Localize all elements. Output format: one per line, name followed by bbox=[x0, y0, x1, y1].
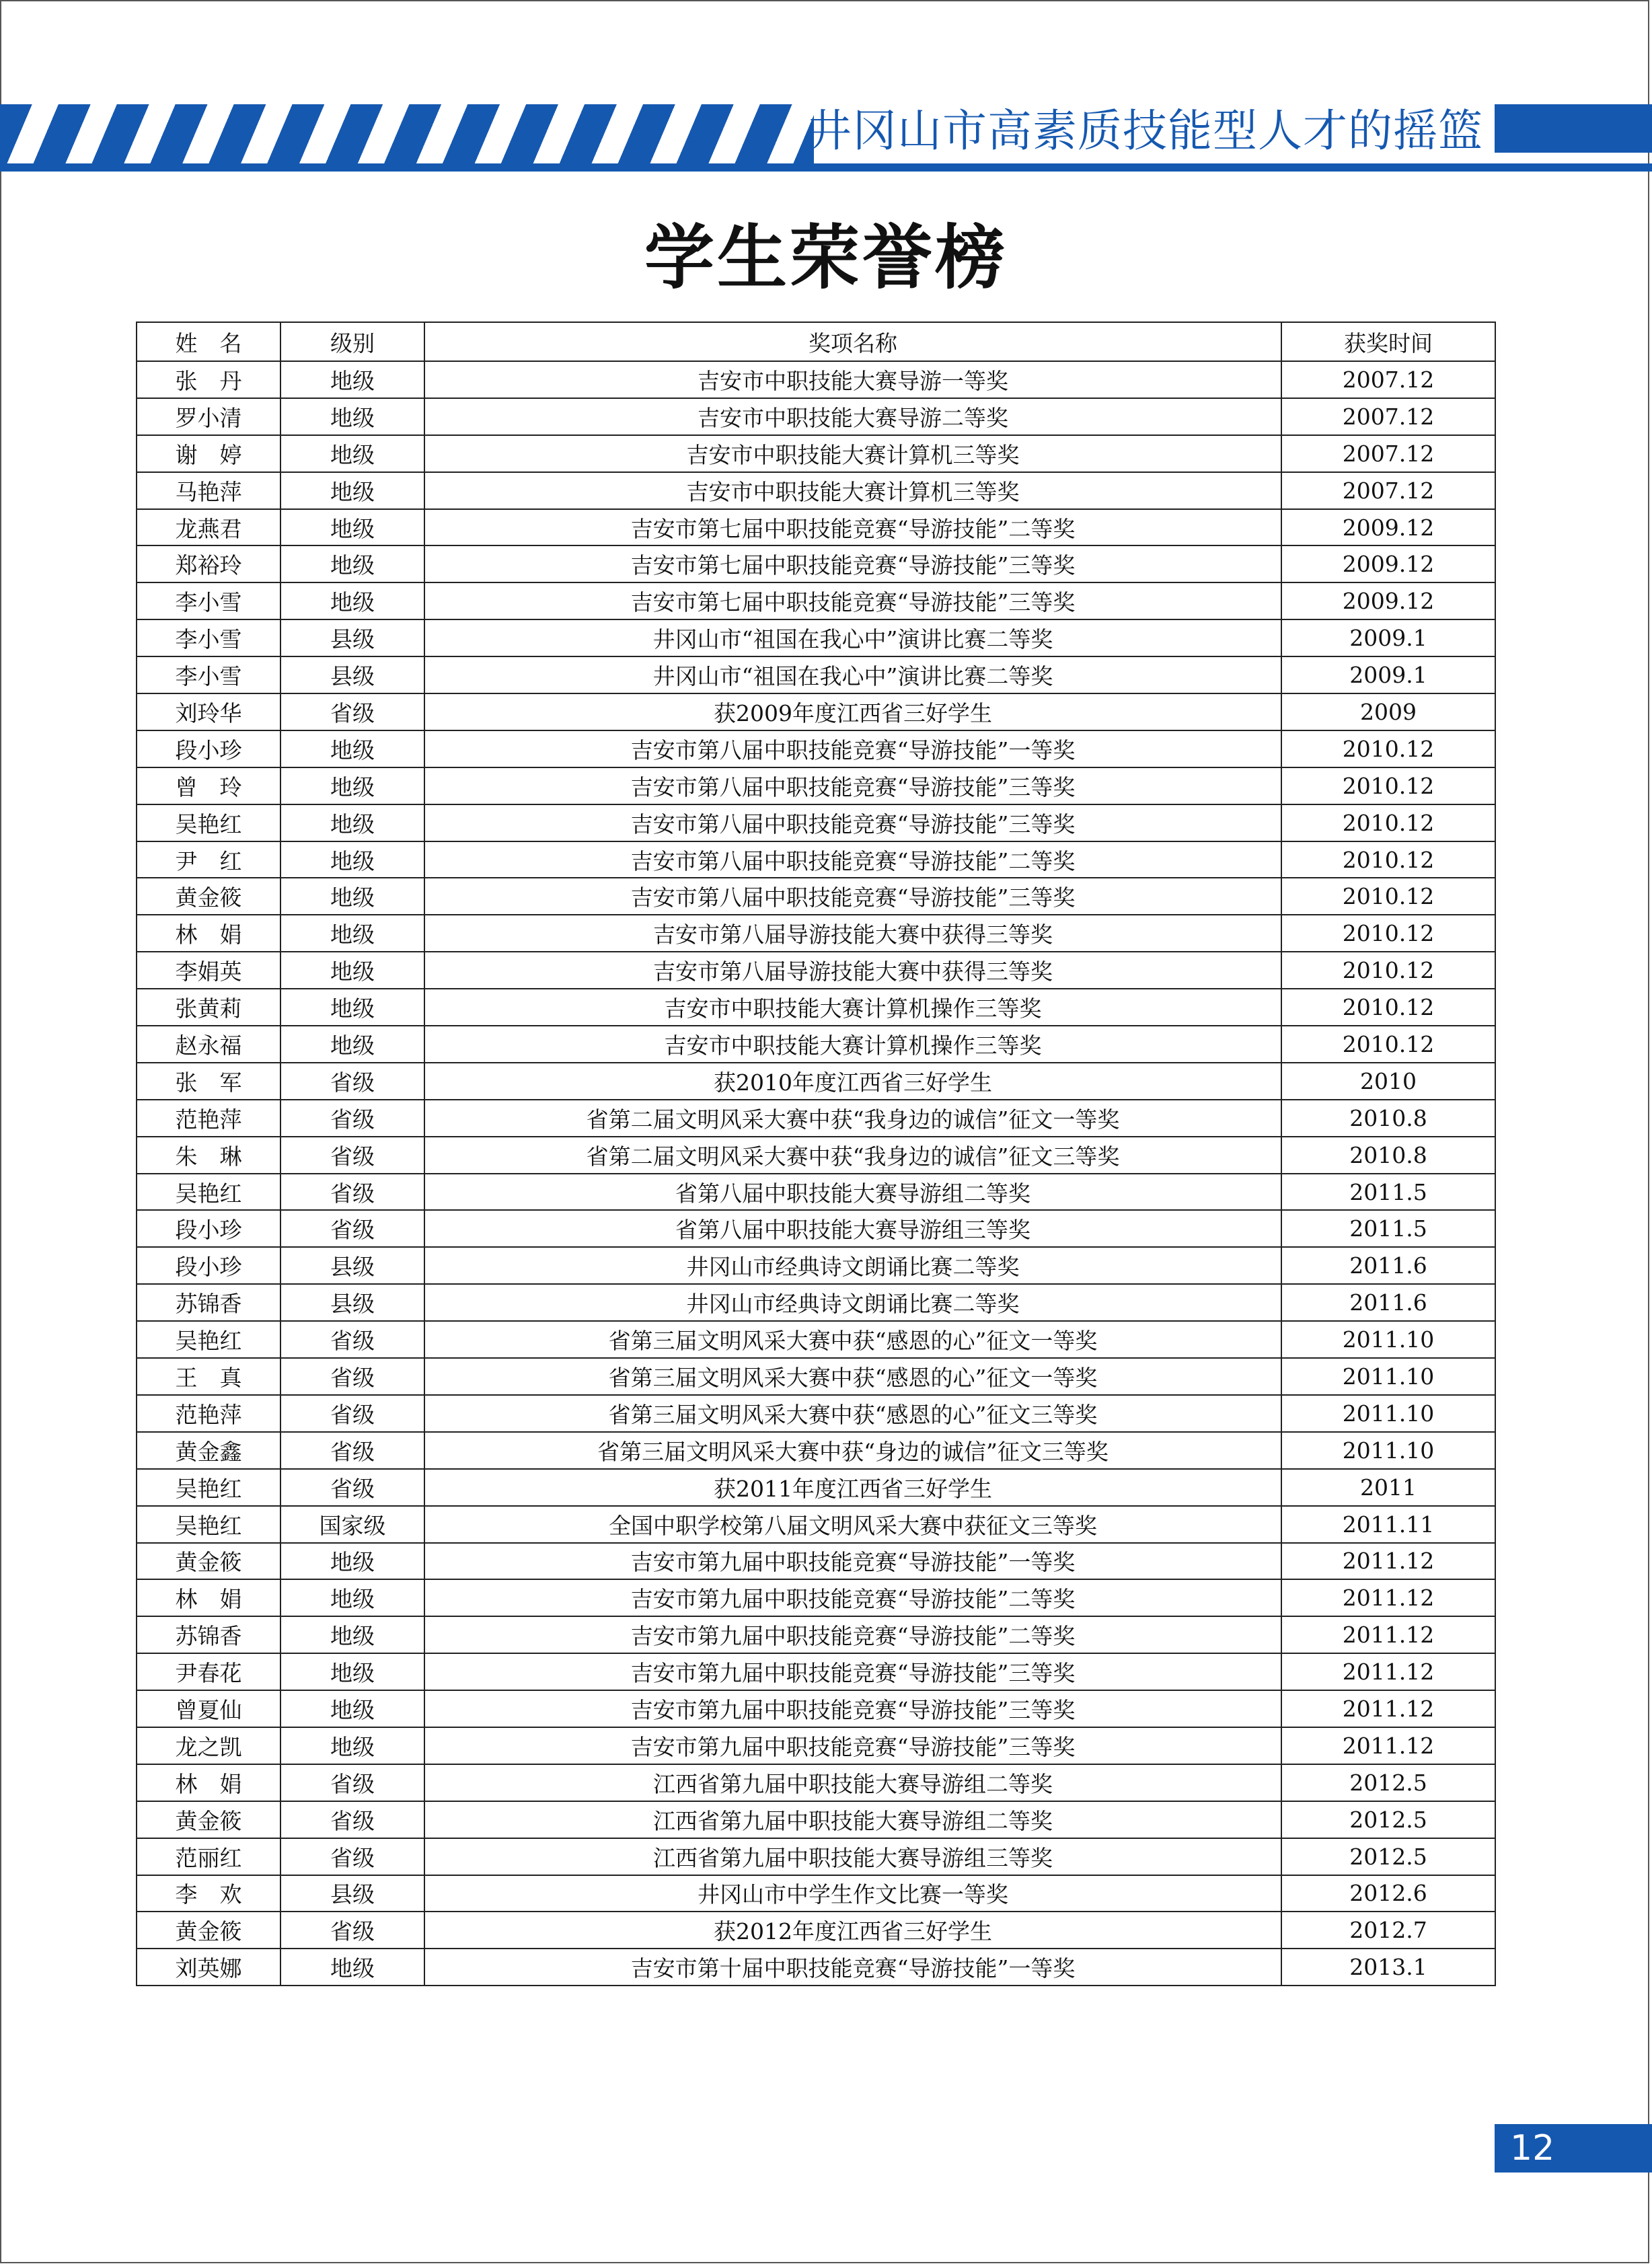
cell-name: 范丽红 bbox=[137, 1838, 280, 1875]
cell-level: 地级 bbox=[280, 841, 424, 878]
cell-award: 吉安市第七届中职技能竞赛“导游技能”三等奖 bbox=[424, 545, 1281, 582]
table-row bbox=[137, 1284, 1495, 1321]
header-rule bbox=[0, 163, 1652, 172]
cell-name: 范艳萍 bbox=[137, 1100, 280, 1137]
cell-name: 黄金筱 bbox=[137, 1912, 280, 1949]
table-row bbox=[137, 1358, 1495, 1395]
cell-name: 段小珍 bbox=[137, 1210, 280, 1247]
cell-date: 2011.12 bbox=[1281, 1543, 1495, 1580]
cell-award: 获2009年度江西省三好学生 bbox=[424, 693, 1281, 730]
cell-name: 林 娟 bbox=[137, 1764, 280, 1801]
cell-level: 省级 bbox=[280, 1210, 424, 1247]
cell-level: 地级 bbox=[280, 952, 424, 989]
cell-level: 地级 bbox=[280, 361, 424, 398]
cell-date: 2011.12 bbox=[1281, 1579, 1495, 1616]
cell-award: 省第二届文明风采大赛中获“我身边的诚信”征文三等奖 bbox=[424, 1137, 1281, 1174]
table-row bbox=[137, 1395, 1495, 1432]
cell-award: 获2010年度江西省三好学生 bbox=[424, 1063, 1281, 1100]
cell-date: 2011.10 bbox=[1281, 1358, 1495, 1395]
cell-award: 井冈山市“祖国在我心中”演讲比赛二等奖 bbox=[424, 619, 1281, 656]
table-row bbox=[137, 1247, 1495, 1284]
cell-level: 地级 bbox=[280, 1949, 424, 1986]
cell-award: 吉安市第九届中职技能竞赛“导游技能”二等奖 bbox=[424, 1616, 1281, 1653]
cell-date: 2013.1 bbox=[1281, 1949, 1495, 1986]
table-row bbox=[137, 1727, 1495, 1764]
cell-date: 2011.10 bbox=[1281, 1321, 1495, 1358]
cell-award: 吉安市中职技能大赛导游一等奖 bbox=[424, 361, 1281, 398]
cell-name: 吴艳红 bbox=[137, 804, 280, 841]
table-row bbox=[137, 435, 1495, 472]
cell-level: 地级 bbox=[280, 1579, 424, 1616]
cell-name: 曾夏仙 bbox=[137, 1690, 280, 1727]
cell-level: 县级 bbox=[280, 1284, 424, 1321]
cell-level: 地级 bbox=[280, 582, 424, 619]
cell-level: 地级 bbox=[280, 804, 424, 841]
cell-name: 龙燕君 bbox=[137, 509, 280, 546]
cell-level: 省级 bbox=[280, 1137, 424, 1174]
table-row bbox=[137, 878, 1495, 915]
cell-name: 张 军 bbox=[137, 1063, 280, 1100]
table-row bbox=[137, 1690, 1495, 1727]
cell-award: 吉安市第八届中职技能竞赛“导游技能”一等奖 bbox=[424, 730, 1281, 767]
cell-level: 地级 bbox=[280, 1690, 424, 1727]
cell-date: 2009.1 bbox=[1281, 656, 1495, 693]
table-row bbox=[137, 1764, 1495, 1801]
cell-level: 地级 bbox=[280, 915, 424, 952]
cell-date: 2007.12 bbox=[1281, 361, 1495, 398]
cell-date: 2012.5 bbox=[1281, 1764, 1495, 1801]
cell-level: 县级 bbox=[280, 1875, 424, 1912]
cell-award: 省第三届文明风采大赛中获“感恩的心”征文三等奖 bbox=[424, 1395, 1281, 1432]
cell-level: 县级 bbox=[280, 1247, 424, 1284]
cell-name: 赵永福 bbox=[137, 1026, 280, 1063]
cell-award: 井冈山市中学生作文比赛一等奖 bbox=[424, 1875, 1281, 1912]
cell-level: 地级 bbox=[280, 1616, 424, 1653]
table-row bbox=[137, 1912, 1495, 1949]
cell-level: 地级 bbox=[280, 730, 424, 767]
cell-date: 2010.12 bbox=[1281, 730, 1495, 767]
cell-date: 2011.6 bbox=[1281, 1247, 1495, 1284]
cell-name: 吴艳红 bbox=[137, 1469, 280, 1506]
cell-level: 县级 bbox=[280, 656, 424, 693]
cell-award: 吉安市第十届中职技能竞赛“导游技能”一等奖 bbox=[424, 1949, 1281, 1986]
table-row bbox=[137, 915, 1495, 952]
cell-name: 黄金筱 bbox=[137, 1543, 280, 1580]
cell-level: 省级 bbox=[280, 1063, 424, 1100]
table-row bbox=[137, 841, 1495, 878]
cell-level: 地级 bbox=[280, 989, 424, 1026]
cell-award: 井冈山市经典诗文朗诵比赛二等奖 bbox=[424, 1284, 1281, 1321]
cell-level: 省级 bbox=[280, 1432, 424, 1469]
cell-name: 段小珍 bbox=[137, 730, 280, 767]
cell-date: 2011 bbox=[1281, 1469, 1495, 1506]
cell-name: 李娟英 bbox=[137, 952, 280, 989]
table-row bbox=[137, 1838, 1495, 1875]
cell-award: 江西省第九届中职技能大赛导游组三等奖 bbox=[424, 1838, 1281, 1875]
table-row bbox=[137, 619, 1495, 656]
cell-level: 地级 bbox=[280, 1543, 424, 1580]
cell-name: 李小雪 bbox=[137, 656, 280, 693]
cell-name: 马艳萍 bbox=[137, 472, 280, 509]
cell-date: 2011.12 bbox=[1281, 1690, 1495, 1727]
cell-level: 省级 bbox=[280, 1838, 424, 1875]
cell-name: 王 真 bbox=[137, 1358, 280, 1395]
table-row bbox=[137, 1506, 1495, 1543]
cell-name: 段小珍 bbox=[137, 1247, 280, 1284]
cell-date: 2009.12 bbox=[1281, 582, 1495, 619]
cell-date: 2012.5 bbox=[1281, 1838, 1495, 1875]
cell-name: 吴艳红 bbox=[137, 1506, 280, 1543]
cell-award: 吉安市第八届导游技能大赛中获得三等奖 bbox=[424, 952, 1281, 989]
cell-name: 范艳萍 bbox=[137, 1395, 280, 1432]
cell-name: 曾 玲 bbox=[137, 767, 280, 804]
cell-level: 地级 bbox=[280, 509, 424, 546]
cell-date: 2007.12 bbox=[1281, 435, 1495, 472]
cell-level: 地级 bbox=[280, 1653, 424, 1690]
cell-date: 2011.10 bbox=[1281, 1395, 1495, 1432]
cell-date: 2010.8 bbox=[1281, 1137, 1495, 1174]
table-row bbox=[137, 361, 1495, 398]
table-row bbox=[137, 545, 1495, 582]
cell-date: 2010.8 bbox=[1281, 1100, 1495, 1137]
cell-award: 吉安市中职技能大赛计算机操作三等奖 bbox=[424, 989, 1281, 1026]
cell-level: 地级 bbox=[280, 435, 424, 472]
cell-level: 国家级 bbox=[280, 1506, 424, 1543]
cell-award: 吉安市中职技能大赛导游二等奖 bbox=[424, 398, 1281, 435]
column-header-name: 姓 名 bbox=[137, 322, 280, 361]
table-row bbox=[137, 656, 1495, 693]
cell-date: 2011.10 bbox=[1281, 1432, 1495, 1469]
table-row bbox=[137, 1100, 1495, 1137]
table-row bbox=[137, 804, 1495, 841]
table-row bbox=[137, 509, 1495, 546]
cell-date: 2011.12 bbox=[1281, 1727, 1495, 1764]
table-header-row bbox=[137, 322, 1495, 361]
cell-date: 2010.12 bbox=[1281, 989, 1495, 1026]
cell-award: 获2011年度江西省三好学生 bbox=[424, 1469, 1281, 1506]
cell-name: 黄金筱 bbox=[137, 878, 280, 915]
cell-level: 地级 bbox=[280, 878, 424, 915]
cell-date: 2007.12 bbox=[1281, 472, 1495, 509]
table-row bbox=[137, 582, 1495, 619]
header-title: 井冈山市高素质技能型人才的摇篮 bbox=[807, 105, 1483, 157]
cell-name: 李 欢 bbox=[137, 1875, 280, 1912]
table-row bbox=[137, 1949, 1495, 1986]
cell-name: 龙之凯 bbox=[137, 1727, 280, 1764]
cell-award: 吉安市第九届中职技能竞赛“导游技能”二等奖 bbox=[424, 1579, 1281, 1616]
cell-level: 省级 bbox=[280, 1358, 424, 1395]
cell-date: 2011.12 bbox=[1281, 1653, 1495, 1690]
cell-date: 2012.5 bbox=[1281, 1801, 1495, 1838]
table-row bbox=[137, 1063, 1495, 1100]
cell-name: 朱 琳 bbox=[137, 1137, 280, 1174]
cell-award: 省第三届文明风采大赛中获“感恩的心”征文一等奖 bbox=[424, 1321, 1281, 1358]
cell-level: 省级 bbox=[280, 1100, 424, 1137]
cell-date: 2010.12 bbox=[1281, 1026, 1495, 1063]
table-row bbox=[137, 989, 1495, 1026]
page-title: 学生荣誉榜 bbox=[644, 216, 1008, 299]
cell-award: 吉安市第七届中职技能竞赛“导游技能”二等奖 bbox=[424, 509, 1281, 546]
cell-award: 省第三届文明风采大赛中获“感恩的心”征文一等奖 bbox=[424, 1358, 1281, 1395]
cell-level: 省级 bbox=[280, 1764, 424, 1801]
cell-level: 地级 bbox=[280, 767, 424, 804]
cell-award: 吉安市第七届中职技能竞赛“导游技能”三等奖 bbox=[424, 582, 1281, 619]
cell-date: 2009.1 bbox=[1281, 619, 1495, 656]
table-row bbox=[137, 1579, 1495, 1616]
cell-name: 李小雪 bbox=[137, 619, 280, 656]
cell-award: 吉安市第八届中职技能竞赛“导游技能”二等奖 bbox=[424, 841, 1281, 878]
cell-date: 2009.12 bbox=[1281, 545, 1495, 582]
table-row bbox=[137, 952, 1495, 989]
cell-name: 林 娟 bbox=[137, 915, 280, 952]
table-row bbox=[137, 1616, 1495, 1653]
cell-level: 县级 bbox=[280, 619, 424, 656]
cell-award: 江西省第九届中职技能大赛导游组二等奖 bbox=[424, 1801, 1281, 1838]
cell-name: 张 丹 bbox=[137, 361, 280, 398]
cell-award: 吉安市中职技能大赛计算机三等奖 bbox=[424, 472, 1281, 509]
cell-date: 2011.11 bbox=[1281, 1506, 1495, 1543]
cell-level: 省级 bbox=[280, 1321, 424, 1358]
cell-award: 吉安市第八届中职技能竞赛“导游技能”三等奖 bbox=[424, 767, 1281, 804]
header-stripe-band bbox=[0, 104, 814, 163]
cell-date: 2010.12 bbox=[1281, 767, 1495, 804]
cell-name: 尹 红 bbox=[137, 841, 280, 878]
cell-date: 2010.12 bbox=[1281, 915, 1495, 952]
cell-date: 2012.6 bbox=[1281, 1875, 1495, 1912]
cell-name: 吴艳红 bbox=[137, 1174, 280, 1211]
table-row bbox=[137, 730, 1495, 767]
cell-name: 谢 婷 bbox=[137, 435, 280, 472]
table-row bbox=[137, 398, 1495, 435]
cell-name: 刘英娜 bbox=[137, 1949, 280, 1986]
honor-table bbox=[136, 322, 1496, 1986]
cell-name: 苏锦香 bbox=[137, 1284, 280, 1321]
cell-date: 2011.5 bbox=[1281, 1210, 1495, 1247]
cell-date: 2010.12 bbox=[1281, 952, 1495, 989]
table-row bbox=[137, 1875, 1495, 1912]
cell-name: 刘玲华 bbox=[137, 693, 280, 730]
cell-date: 2009.12 bbox=[1281, 509, 1495, 546]
cell-award: 井冈山市经典诗文朗诵比赛二等奖 bbox=[424, 1247, 1281, 1284]
cell-award: 吉安市第九届中职技能竞赛“导游技能”一等奖 bbox=[424, 1543, 1281, 1580]
cell-name: 张黄莉 bbox=[137, 989, 280, 1026]
table-row bbox=[137, 1210, 1495, 1247]
cell-level: 地级 bbox=[280, 1727, 424, 1764]
cell-level: 省级 bbox=[280, 1174, 424, 1211]
cell-award: 省第八届中职技能大赛导游组二等奖 bbox=[424, 1174, 1281, 1211]
cell-award: 吉安市第九届中职技能竞赛“导游技能”三等奖 bbox=[424, 1727, 1281, 1764]
cell-name: 尹春花 bbox=[137, 1653, 280, 1690]
cell-award: 吉安市中职技能大赛计算机三等奖 bbox=[424, 435, 1281, 472]
table-body bbox=[137, 361, 1495, 1986]
table-row bbox=[137, 693, 1495, 730]
table-row bbox=[137, 767, 1495, 804]
cell-award: 吉安市第九届中职技能竞赛“导游技能”三等奖 bbox=[424, 1653, 1281, 1690]
cell-award: 吉安市第八届导游技能大赛中获得三等奖 bbox=[424, 915, 1281, 952]
cell-name: 林 娟 bbox=[137, 1579, 280, 1616]
cell-date: 2007.12 bbox=[1281, 398, 1495, 435]
cell-date: 2011.12 bbox=[1281, 1616, 1495, 1653]
cell-date: 2010.12 bbox=[1281, 841, 1495, 878]
cell-date: 2010.12 bbox=[1281, 804, 1495, 841]
cell-award: 获2012年度江西省三好学生 bbox=[424, 1912, 1281, 1949]
cell-name: 罗小清 bbox=[137, 398, 280, 435]
cell-date: 2011.5 bbox=[1281, 1174, 1495, 1211]
cell-award: 江西省第九届中职技能大赛导游组二等奖 bbox=[424, 1764, 1281, 1801]
table-row bbox=[137, 1137, 1495, 1174]
cell-award: 吉安市第九届中职技能竞赛“导游技能”三等奖 bbox=[424, 1690, 1281, 1727]
cell-level: 省级 bbox=[280, 1912, 424, 1949]
table-row bbox=[137, 1321, 1495, 1358]
cell-date: 2009 bbox=[1281, 693, 1495, 730]
cell-name: 苏锦香 bbox=[137, 1616, 280, 1653]
table-row bbox=[137, 1653, 1495, 1690]
cell-award: 全国中职学校第八届文明风采大赛中获征文三等奖 bbox=[424, 1506, 1281, 1543]
cell-name: 黄金鑫 bbox=[137, 1432, 280, 1469]
cell-award: 吉安市第八届中职技能竞赛“导游技能”三等奖 bbox=[424, 804, 1281, 841]
column-header-level: 级别 bbox=[280, 322, 424, 361]
cell-award: 吉安市中职技能大赛计算机操作三等奖 bbox=[424, 1026, 1281, 1063]
table-row bbox=[137, 1801, 1495, 1838]
cell-level: 省级 bbox=[280, 1801, 424, 1838]
table-row bbox=[137, 1432, 1495, 1469]
cell-level: 省级 bbox=[280, 1395, 424, 1432]
cell-award: 省第二届文明风采大赛中获“我身边的诚信”征文一等奖 bbox=[424, 1100, 1281, 1137]
cell-level: 地级 bbox=[280, 545, 424, 582]
cell-date: 2011.6 bbox=[1281, 1284, 1495, 1321]
cell-level: 地级 bbox=[280, 398, 424, 435]
header-accent-block bbox=[1495, 104, 1652, 153]
cell-name: 李小雪 bbox=[137, 582, 280, 619]
column-header-date: 获奖时间 bbox=[1281, 322, 1495, 361]
table-row bbox=[137, 1026, 1495, 1063]
cell-level: 地级 bbox=[280, 1026, 424, 1063]
cell-level: 省级 bbox=[280, 693, 424, 730]
column-header-award: 奖项名称 bbox=[424, 322, 1281, 361]
cell-date: 2012.7 bbox=[1281, 1912, 1495, 1949]
page-number: 12 bbox=[1510, 2128, 1555, 2168]
cell-award: 井冈山市“祖国在我心中”演讲比赛二等奖 bbox=[424, 656, 1281, 693]
cell-date: 2010.12 bbox=[1281, 878, 1495, 915]
table-row bbox=[137, 1543, 1495, 1580]
table-row bbox=[137, 472, 1495, 509]
table-row bbox=[137, 1174, 1495, 1211]
cell-award: 吉安市第八届中职技能竞赛“导游技能”三等奖 bbox=[424, 878, 1281, 915]
cell-name: 吴艳红 bbox=[137, 1321, 280, 1358]
cell-name: 郑裕玲 bbox=[137, 545, 280, 582]
cell-award: 省第三届文明风采大赛中获“身边的诚信”征文三等奖 bbox=[424, 1432, 1281, 1469]
cell-name: 黄金筱 bbox=[137, 1801, 280, 1838]
cell-level: 地级 bbox=[280, 472, 424, 509]
cell-date: 2010 bbox=[1281, 1063, 1495, 1100]
cell-level: 省级 bbox=[280, 1469, 424, 1506]
cell-award: 省第八届中职技能大赛导游组三等奖 bbox=[424, 1210, 1281, 1247]
table-row bbox=[137, 1469, 1495, 1506]
